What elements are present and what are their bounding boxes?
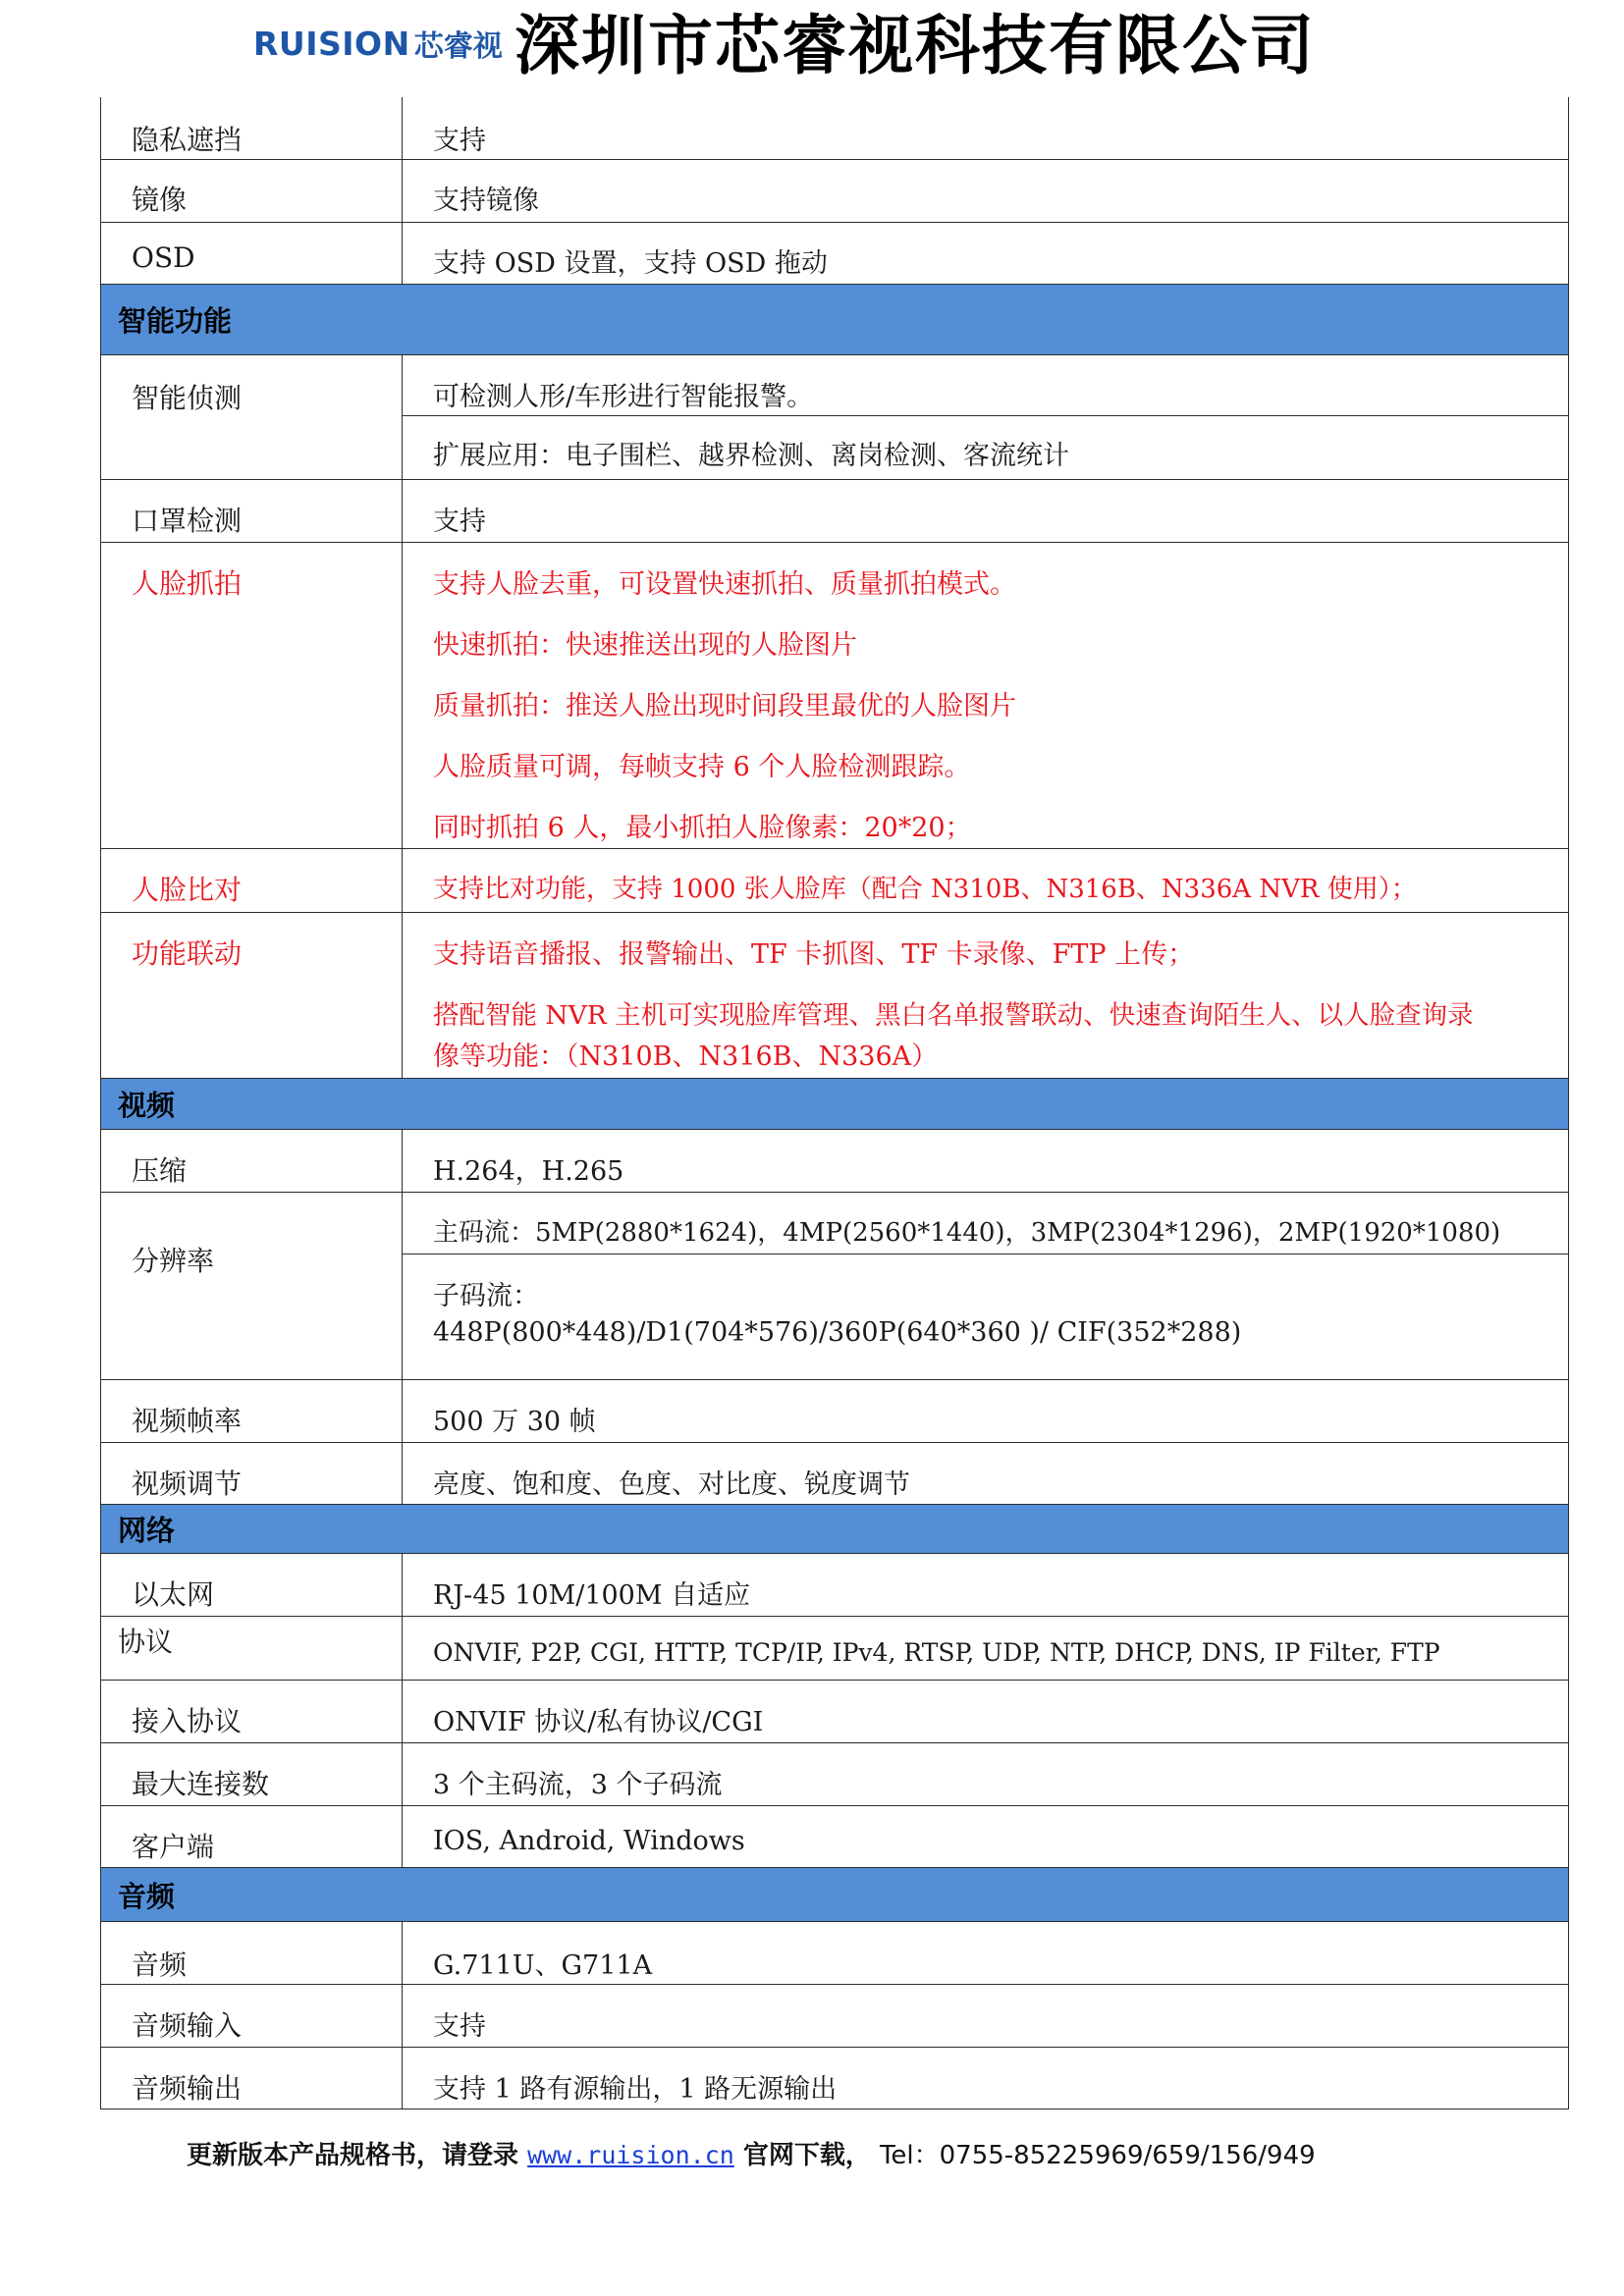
label-mask: 口罩检测 [100, 480, 403, 542]
value-face-compare: 支持比对功能，支持 1000 张人脸库（配合 N310B、N316B、N336A NVR 使用）； [433, 875, 1417, 904]
section-video: 视频 [100, 1079, 1569, 1130]
row-osd [100, 223, 1569, 285]
value-mirror: 支持镜像 [433, 186, 539, 216]
value-smart-detect-1: 可检测人形/车形进行智能报警。 [403, 355, 1568, 416]
value-linkage-2: 搭配智能 NVR 主机可实现脸库管理、黑白名单报警联动、快速查询陌生人、以人脸查询录 [433, 1000, 1474, 1031]
label-access-protocol: 接入协议 [100, 1681, 403, 1742]
footer [187, 2136, 1316, 2175]
label-audio: 音频 [100, 1922, 403, 1984]
value-resolution-main: 主码流：5MP(2880*1624)，4MP(2560*1440)，3MP(2304*1296)，2MP(1920*1080) [403, 1193, 1568, 1255]
value-face-capture-3: 质量抓拍：推送人脸出现时间段里最优的人脸图片 [433, 691, 1016, 721]
row-access-protocol [100, 1681, 1569, 1743]
value-audio-in: 支持 [433, 2011, 486, 2042]
value-ethernet: RJ-45 10M/100M 自适应 [433, 1580, 751, 1611]
row-protocol [100, 1617, 1569, 1681]
spec-table [100, 97, 1569, 2109]
label-max-connections: 最大连接数 [100, 1743, 403, 1805]
label-audio-out: 音频输出 [100, 2048, 403, 2109]
row-smart-detect [100, 355, 1569, 480]
footer-prefix: 更新版本产品规格书，请登录 [187, 2141, 519, 2170]
value-smart-detect-2: 扩展应用：电子围栏、越界检测、离岗检测、客流统计 [433, 441, 1069, 471]
website-link[interactable]: www.ruision.cn [527, 2141, 734, 2169]
row-video-adjust [100, 1443, 1569, 1505]
label-face-compare: 人脸比对 [100, 849, 403, 912]
row-ethernet [100, 1554, 1569, 1617]
row-audio-in [100, 1985, 1569, 2048]
footer-tel: Tel：0755-85225969/659/156/949 [879, 2141, 1316, 2170]
label-smart-detect: 智能侦测 [100, 355, 403, 479]
section-smart: 智能功能 [100, 285, 1569, 355]
label-compress: 压缩 [100, 1130, 403, 1192]
row-face-capture [100, 543, 1569, 849]
value-compress: H.264，H.265 [433, 1156, 624, 1187]
label-privacy: 隐私遮挡 [100, 97, 403, 159]
value-video-adjust: 亮度、饱和度、色度、对比度、锐度调节 [433, 1469, 910, 1500]
section-audio: 音频 [100, 1868, 1569, 1922]
row-mirror [100, 160, 1569, 223]
value-face-capture-1: 支持人脸去重，可设置快速抓拍、质量抓拍模式。 [433, 569, 1016, 600]
label-osd: OSD [100, 223, 403, 284]
label-protocol: 协议 [100, 1617, 403, 1680]
row-compress [100, 1130, 1569, 1193]
label-audio-in: 音频输入 [100, 1985, 403, 2047]
value-osd: 支持 OSD 设置，支持 OSD 拖动 [433, 248, 828, 279]
value-max-connections: 3 个主码流，3 个子码流 [433, 1770, 723, 1800]
row-client [100, 1806, 1569, 1868]
value-face-capture-2: 快速抓拍：快速推送出现的人脸图片 [433, 630, 857, 661]
label-client: 客户端 [100, 1806, 403, 1867]
row-face-compare [100, 849, 1569, 913]
label-video-adjust: 视频调节 [100, 1443, 403, 1504]
value-audio-out: 支持 1 路有源输出，1 路无源输出 [433, 2074, 838, 2105]
value-privacy: 支持 [433, 126, 486, 156]
section-network: 网络 [100, 1505, 1569, 1554]
row-resolution [100, 1193, 1569, 1380]
value-access-protocol: ONVIF 协议/私有协议/CGI [433, 1707, 764, 1737]
value-mask: 支持 [433, 507, 486, 537]
value-resolution-sub: 448P(800*448)/D1(704*576)/360P(640*360 )/ CIF(352*288) [433, 1317, 1242, 1348]
value-linkage-3: 像等功能：（N310B、N316B、N336A） [433, 1041, 939, 1072]
label-mirror: 镜像 [100, 160, 403, 222]
label-ethernet: 以太网 [100, 1554, 403, 1616]
company-title: 深圳市芯睿视科技有限公司 [514, 7, 1316, 83]
value-resolution-sub-label: 子码流： [433, 1281, 539, 1311]
logo-text-en: RUISION [253, 24, 410, 63]
row-max-connections [100, 1743, 1569, 1806]
value-client: IOS, Android, Windows [433, 1826, 745, 1856]
value-face-capture-5: 同时抓拍 6 人，最小抓拍人脸像素：20*20； [433, 813, 972, 843]
row-mask [100, 480, 1569, 543]
company-logo [253, 14, 503, 73]
row-privacy [100, 97, 1569, 160]
value-protocol: ONVIF, P2P, CGI, HTTP, TCP/IP, IPv4, RTSP, UDP, NTP, DHCP, DNS, IP Filter, FTP [433, 1638, 1440, 1667]
label-face-capture: 人脸抓拍 [100, 543, 403, 848]
value-fps: 500 万 30 帧 [433, 1407, 596, 1437]
row-audio-out [100, 2048, 1569, 2109]
value-audio: G.711U、G711A [433, 1950, 653, 1981]
row-fps [100, 1380, 1569, 1443]
logo-text-cn: 芯睿视 [413, 29, 503, 64]
value-face-capture-4: 人脸质量可调，每帧支持 6 个人脸检测跟踪。 [433, 752, 971, 782]
row-audio [100, 1922, 1569, 1985]
label-linkage: 功能联动 [100, 913, 403, 1078]
footer-suffix: 官网下载， [742, 2141, 871, 2170]
value-linkage-1: 支持语音播报、报警输出、TF 卡抓图、TF 卡录像、FTP 上传； [433, 939, 1195, 970]
label-fps: 视频帧率 [100, 1380, 403, 1442]
row-linkage [100, 913, 1569, 1079]
label-resolution: 分辨率 [100, 1193, 403, 1379]
